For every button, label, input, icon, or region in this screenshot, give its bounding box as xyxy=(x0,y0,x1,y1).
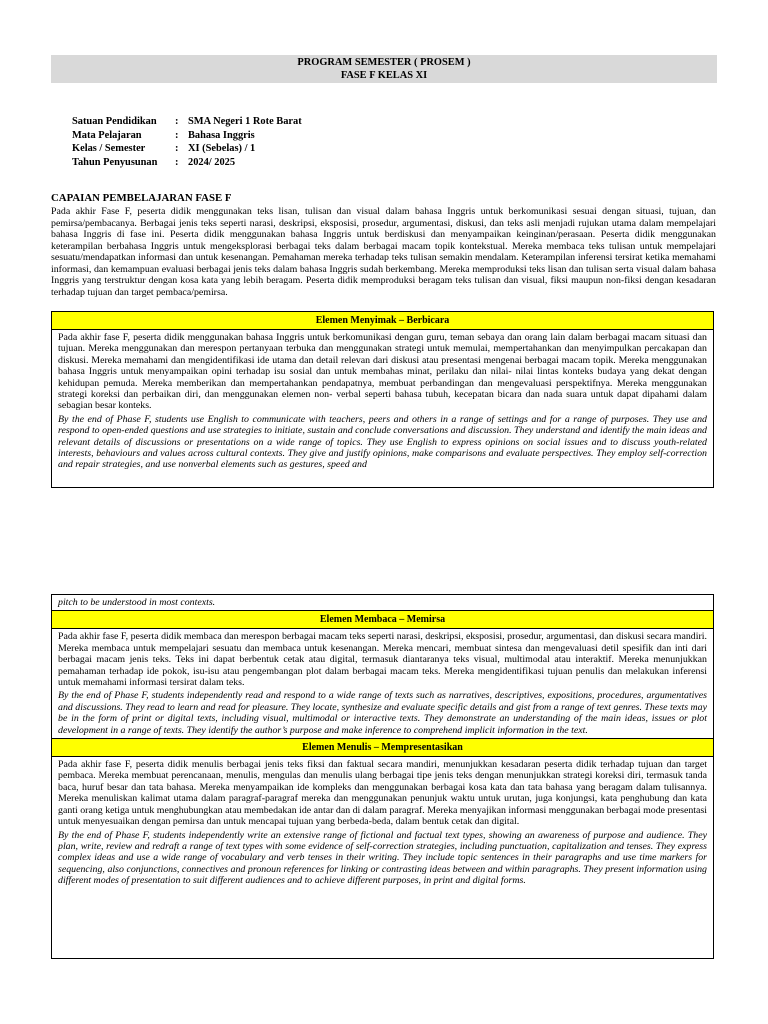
element-header-menyimak: Elemen Menyimak – Berbicara xyxy=(52,312,713,330)
element-cell-menulis xyxy=(52,757,713,886)
info-row xyxy=(72,129,302,143)
info-colon: : xyxy=(175,116,179,127)
title-line-1: PROGRAM SEMESTER ( PROSEM ) xyxy=(297,57,471,68)
document-title xyxy=(51,55,717,83)
info-colon: : xyxy=(175,156,179,168)
info-value: 2024/ 2025 xyxy=(188,156,236,168)
info-row xyxy=(72,142,302,156)
info-row xyxy=(72,156,302,170)
element-text-english: By the end of Phase F, students independently read and respond to a wide range of texts such as narratives, descriptives, expositions, procedures, argumentatives and discussions. They read to learn and read for pleasure. They locate, synthesize and evaluate specific details and gist from a range of text genres. These texts may be in the form of print or digital texts, including visual, multimodal or interactive texts. They demonstrate an understanding of the main ideas, issues or plot development in a range of texts. They identify the author’s purpose and make inference to comprehend implicit information in the text. xyxy=(58,690,707,736)
element-text-english: By the end of Phase F, students use English to communicate with teachers, peers and others in a range of settings and for a range of purposes. They use and respond to open-ended questions and use strategies to initiate, sustain and conclude conversations and discussion. They understand and identify the main ideas and relevant details of discussions or presentations on a wide range of topics. They use English to express opinions on social issues and to discuss youth-related interests, behaviours and values across cultural contexts. They give and justify opinions, make comparisons and evaluate perspectives. They employ self-correction and repair strategies, and use nonverbal elements such as gestures, speed and xyxy=(58,413,707,471)
info-label: Kelas / Semester xyxy=(72,143,146,154)
capaian-heading: CAPAIAN PEMBELAJARAN FASE F xyxy=(51,192,232,204)
identity-info xyxy=(72,115,302,169)
element-text-indonesian: Pada akhir fase F, peserta didik membaca dan merespon berbagai macam teks seperti narasi, deskripsi, eksposisi, prosedur, argumentasi, dan diskusi secara mandiri. Mereka membaca untuk mempelajari sesuatu dan membaca untuk kesenangan. Mereka mencari, membuat sintesa dan mengevaluasi detil spesifik dan inti dari berbagai macam jenis teks. Teks ini dapat berbentuk cetak atau digital, termasuk diantaranya teks visual, multimodal atau interaktif. Mereka menunjukkan pemahaman terhadap ide pokok, isu-isu atau pengembangan plot dalam berbagai macam teks. Mereka mengidentifikasi tujuan penulis dan melakukan inferensi untuk memahami informasi tersirat dalam teks. xyxy=(58,631,707,689)
element-cell-menyimak xyxy=(52,330,713,476)
info-colon: : xyxy=(175,129,179,141)
info-colon: : xyxy=(175,143,179,154)
info-value: SMA Negeri 1 Rote Barat xyxy=(188,116,302,127)
capaian-paragraph: Pada akhir Fase F, peserta didik menggunakan teks lisan, tulisan dan visual dalam bahasa Inggris untuk berkomunikasi sesuai dengan situasi, tujuan, dan pemirsa/pembacanya. Berbagai jenis teks seperti narasi, deskripsi, eksposisi, prosedur, argumentasi, diskusi, dan teks asli menjadi rujukan utama dalam mempelajari bahasa Inggris di fase ini. Peserta didik menggunakan bahasa Inggris untuk berdiskusi dan menyampaikan keinginan/perasaan. Peserta didik menggunakan keterampilan berbahasa Inggris untuk mengeksplorasi berbagai teks dalam berbagai macam topik kontekstual. Mereka membaca teks tulisan untuk mempelajari sesuatu/mendapatkan informasi dan untuk kesenangan. Pemahaman mereka terhadap teks tulisan semakin mendalam. Keterampilan inferensi tersirat ketika memahami informasi, dan kemampuan evaluasi berbagai jenis teks dalam bahasa Inggris sudah berkembang. Mereka memproduksi teks lisan dan tulisan serta visual dalam bahasa Inggris yang terstruktur dengan kosa kata yang lebih beragam. Peserta didik memproduksi beragam teks tulisan dan visual, fiksi maupun non-fiksi dengan kesadaran terhadap tujuan dan target pembaca/pemirsa. xyxy=(51,206,716,298)
info-label: Satuan Pendidikan xyxy=(72,116,157,127)
title-line-2: FASE F KELAS XI xyxy=(340,70,428,81)
info-row xyxy=(72,115,302,129)
info-label: Tahun Penyusunan xyxy=(72,156,158,168)
info-label: Mata Pelajaran xyxy=(72,129,142,141)
element-header-membaca: Elemen Membaca – Memirsa xyxy=(52,611,713,629)
element-cell-membaca xyxy=(52,629,713,736)
info-value: Bahasa Inggris xyxy=(188,129,255,141)
element-table-page2 xyxy=(51,594,714,959)
element-header-menulis: Elemen Menulis – Mempresentasikan xyxy=(52,738,713,757)
element-text-indonesian: Pada akhir fase F, peserta didik menggunakan bahasa Inggris untuk berkomunikasi dengan guru, teman sebaya dan orang lain dalam berbagai macam situasi dan tujuan. Mereka menggunakan dan merespon pertanyaan terbuka dan menggunakan strategi untuk memulai, mempertahankan dan menyimpulkan percakapan dan diskusi. Mereka memahami dan mengidentifikasi ide utama dan detail relevan dari diskusi atau presentasi mengenai berbagai macam topik. Mereka menggunakan bahasa Inggris untuk menyampaikan opini terhadap isu sosial dan untuk membahas minat, perilaku dan nilai- nilai lintas konteks budaya yang dekat dengan kehidupan pemuda. Mereka memberikan dan mempertahankan pendapatnya, membuat perbandingan dan mengevaluasi perspektifnya. Mereka menggunakan strategi koreksi dan perbaikan diri, dan menggunakan elemen non- verbal seperti bahasa tubuh, kecepatan bicara dan nada suara untuk dapat dipahami dalam sebagian besar konteks. xyxy=(58,332,707,412)
element-text-english-continued: pitch to be understood in most contexts. xyxy=(52,595,713,611)
info-value: XI (Sebelas) / 1 xyxy=(188,143,256,154)
element-text-indonesian: Pada akhir fase F, peserta didik menulis berbagai jenis teks fiksi dan faktual secara mandiri, menunjukkan kesadaran peserta didik terhadap tujuan dan target pembaca. Mereka membuat perencanaan, menulis, mengulas dan menulis ulang berbagai tipe jenis teks dengan menunjukkan strategi koreksi diri, termasuk tanda baca, huruf besar dan tata bahasa. Mereka menyampaikan ide kompleks dan menggunakan berbagai kosa kata dan tata bahasa yang beragam dalam tulisannya. Mereka menuliskan kalimat utama dalam paragraf-paragraf mereka dan menggunakan penunjuk waktu untuk urutan, juga konjungsi, kata penghubung dan kata ganti orang ketiga untuk menghubungkan atau membedakan ide antar dan di dalam paragraf. Mereka menyajikan informasi menggunakan berbagai mode presentasi untuk menyesuaikan dengan pemirsa dan untuk mencapai tujuan yang berbeda-beda, dalam bentuk cetak dan digital. xyxy=(58,759,707,828)
element-table-page1 xyxy=(51,311,714,488)
element-text-english: By the end of Phase F, students independently write an extensive range of fictional and factual text types, showing an awareness of purpose and audience. They plan, write, review and redraft a range of text types with some evidence of self-correction strategies, including punctuation, capitalization and tenses. They express complex ideas and use a wide range of vocabulary and verb tenses in their writing. They include topic sentences in their paragraphs and use time markers for sequencing, also conjunctions, connectives and pronoun references for linking or contrasting ideas between and within paragraphs. They present information using different modes of presentation to suit different audiences and to achieve different purposes, in print and digital forms. xyxy=(58,829,707,887)
